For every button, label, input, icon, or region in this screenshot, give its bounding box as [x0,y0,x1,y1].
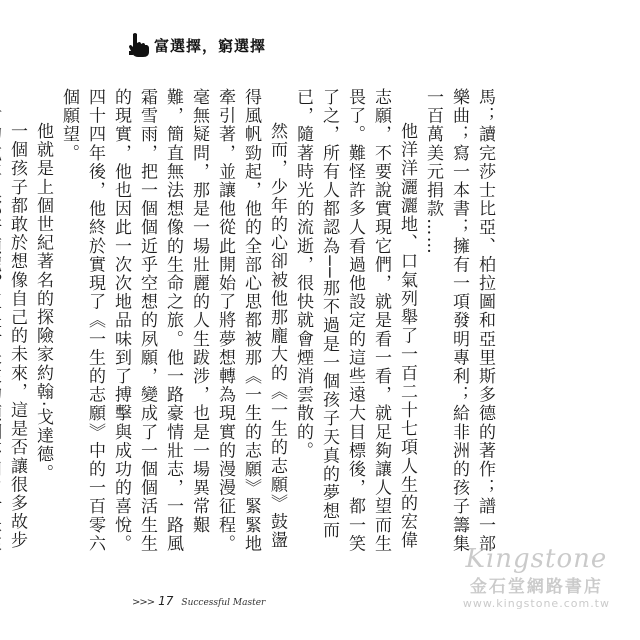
watermark-url: www.kingstone.com.tw [462,597,610,610]
chapter-title: 富選擇，窮選擇 [154,36,267,55]
vertical-body-text [7,88,498,558]
page-number: 17 [158,594,174,608]
store-watermark [463,544,610,610]
watermark-store-name: 金石堂網路書店 [469,577,603,597]
pointing-hand-icon [128,32,150,58]
paragraph: 馬；讀完莎士比亞、柏拉圖和亞里斯多德的著作；譜一部樂曲；寫一本書；擁有一項發明專利；給非洲的孩子籌集一百萬美元捐款…… [423,88,495,553]
series-title: Successful Master [181,598,266,608]
page-arrows: >>> [132,597,155,608]
paragraph: 一個孩子都敢於想像自己的未來，這是否讓很多故步 [7,122,27,550]
watermark-logo-text: Kingstone [465,544,608,574]
paragraph: 他洋洋灑灑地、口氣列舉了一百二十七項人生的宏偉志願，不要說實現它們，就是看一看，就足夠讓人望而生畏了。難怪許多人看過他設定的這些遠大目標後，都一笑了之，所有人都認為──那不過是一個孩子天真的夢想而已，隨著時光的流逝，很快就會煙消雲散的。 [293,88,417,553]
paragraph: 然而，少年的心卻被他那龐大的《一生的志願》鼓盪得風帆勁起，他的全部心思都被那《一生的志願》緊緊地牽引著，並讓他從此開始了將夢想轉為現實的漫漫征程。毫無疑問，那是一場壯麗的人生跋涉，也是一場異常艱難，簡直無法想像的生命之旅。他一路豪情壯志，一路風霜雪雨，把一個個近乎空想的夙願，變成了一個個活生生的現實，他也因此一次次地品味到了搏擊與成功的喜悅。四十四年後，他終於實現了《一生的志願》中的一百零六個願望。 [59,88,287,553]
page-footer [132,594,265,616]
paragraph: 他就是上個世紀著名的探險家約翰‧戈達德。 [33,122,53,483]
chapter-header [128,30,266,60]
